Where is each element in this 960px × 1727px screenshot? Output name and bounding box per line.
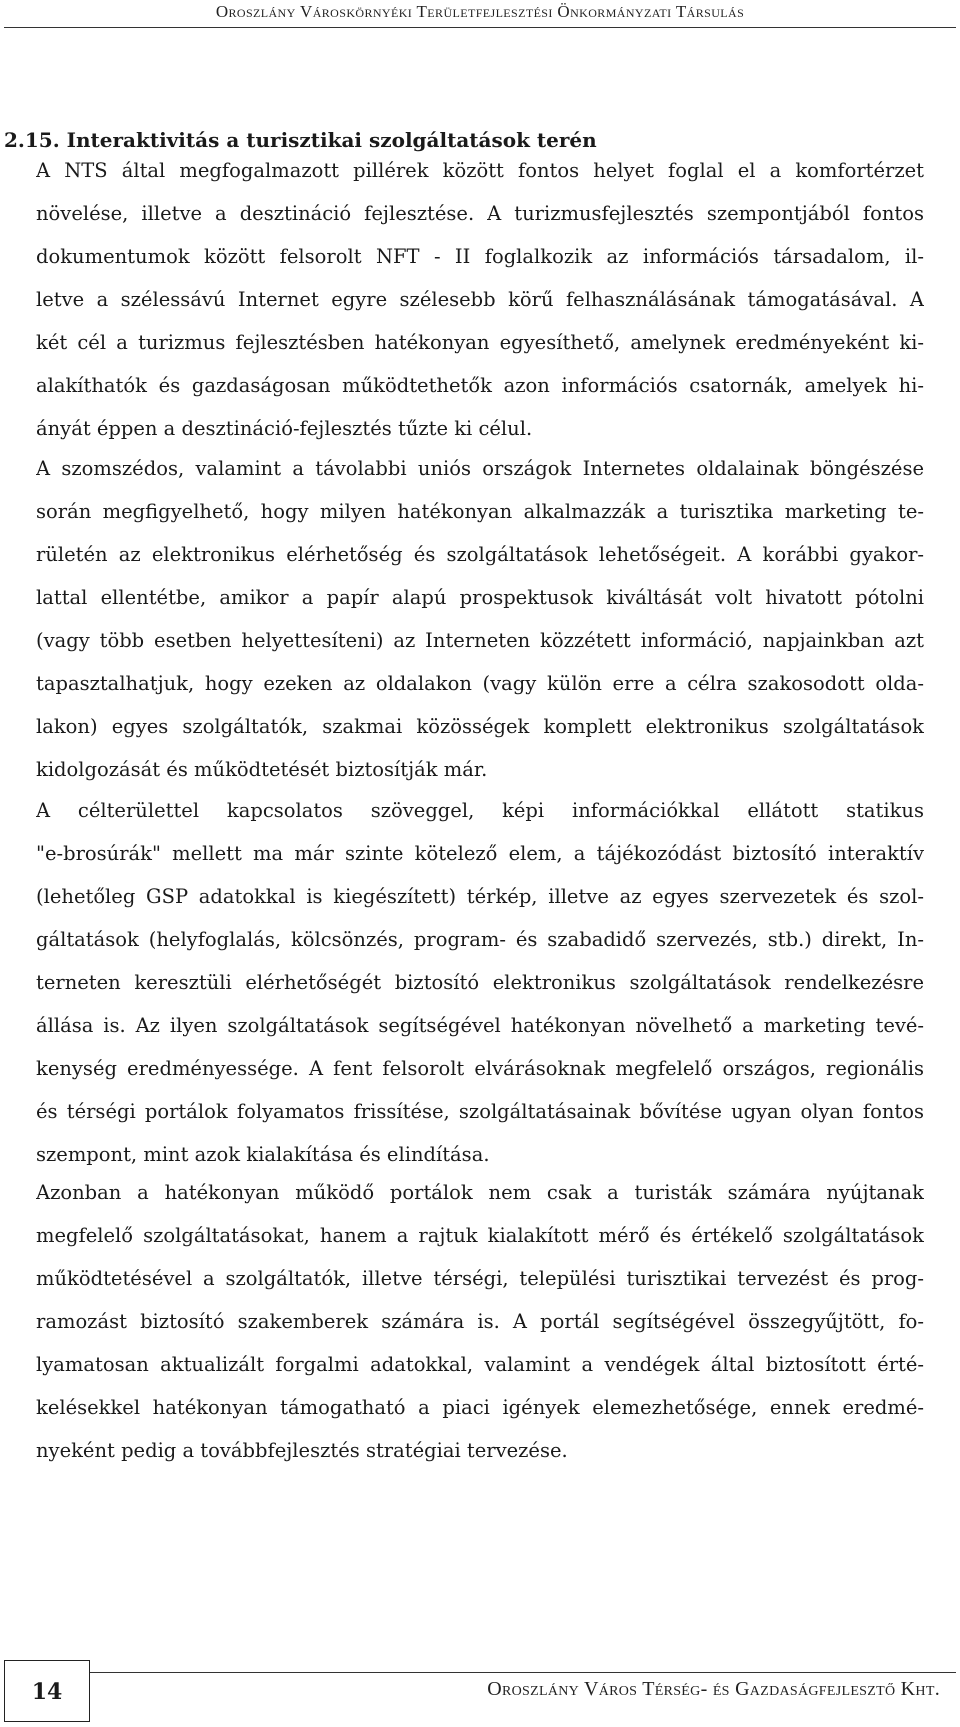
paragraph-line: ramozást biztosító szakemberek számára is. A portál segítségével összegyűjtött, fo- (36, 1310, 924, 1333)
section-title: 2.15. Interaktivitás a turisztikai szolgáltatások terén (4, 128, 597, 152)
paragraph-2 (36, 447, 924, 791)
paragraph-line: terneten keresztüli elérhetőségét biztosító elektronikus szolgáltatások rendelkezésre (36, 971, 924, 994)
paragraph-1 (36, 149, 924, 450)
page-number-box (4, 1660, 90, 1722)
header-divider (4, 27, 956, 28)
paragraph-line: (vagy több esetben helyettesíteni) az Interneten közzétett információ, napjainkban azt (36, 629, 924, 652)
paragraph-line: tapasztalhatjuk, hogy ezeken az oldalakon (vagy külön erre a célra szakosodott olda- (36, 672, 924, 695)
paragraph-line: két cél a turizmus fejlesztésben hatékonyan egyesíthető, amelynek eredményeként ki- (36, 331, 924, 354)
paragraph-line: gáltatások (helyfoglalás, kölcsönzés, program- és szabadidő szervezés, stb.) direkt, In- (36, 928, 924, 951)
paragraph-line: alakíthatók és gazdaságosan működtethetők azon információs csatornák, amelyek hi- (36, 374, 924, 397)
paragraph-line: szempont, mint azok kialakítása és elindítása. (36, 1143, 490, 1166)
footer-company: Oroszlány Város Térség- és Gazdaságfejlesztő Kht. (487, 1678, 940, 1700)
paragraph-line: Azonban a hatékonyan működő portálok nem csak a turisták számára nyújtanak (36, 1181, 924, 1204)
paragraph-line: kidolgozását és működtetését biztosítják már. (36, 758, 488, 781)
paragraph-line: A NTS által megfogalmazott pillérek között fontos helyet foglal el a komfortérzet (36, 159, 924, 182)
header-organization: Oroszlány Városkörnyéki Területfejlesztési Önkormányzati Társulás (215, 2, 745, 21)
paragraph-line: lyamatosan aktualizált forgalmi adatokkal, valamint a vendégek által biztosított érté- (36, 1353, 924, 1376)
paragraph-line: ányát éppen a desztináció-fejlesztés tűzte ki célul. (36, 417, 533, 440)
page-number: 14 (31, 1679, 63, 1705)
paragraph-line: állása is. Az ilyen szolgáltatások segítségével hatékonyan növelhető a marketing tevé- (36, 1014, 924, 1037)
paragraph-line: A szomszédos, valamint a távolabbi uniós országok Internetes oldalainak böngészése (36, 457, 924, 480)
paragraph-3 (36, 789, 924, 1176)
paragraph-line: nyeként pedig a továbbfejlesztés stratégiai tervezése. (36, 1439, 568, 1462)
paragraph-line: rületén az elektronikus elérhetőség és szolgáltatások lehetőségeit. A korábbi gyakor- (36, 543, 924, 566)
paragraph-line: kelésekkel hatékonyan támogatható a piaci igények elemezhetősége, ennek eredmé- (36, 1396, 924, 1419)
paragraph-line: kenység eredményessége. A fent felsorolt elvárásoknak megfelelő országos, regionális (36, 1057, 924, 1080)
paragraph-line: (lehetőleg GSP adatokkal is kiegészített) térkép, illetve az egyes szervezetek és szol- (36, 885, 924, 908)
paragraph-line: működtetésével a szolgáltatók, illetve térségi, települési turisztikai tervezést és prog- (36, 1267, 924, 1290)
paragraph-line: dokumentumok között felsorolt NFT - II foglalkozik az információs társadalom, il- (36, 245, 924, 268)
paragraph-line: "e-brosúrák" mellett ma már szinte kötelező elem, a tájékozódást biztosító interaktív (36, 842, 924, 865)
paragraph-line: A célterülettel kapcsolatos szöveggel, képi információkkal ellátott statikus (36, 799, 924, 822)
page-header (0, 0, 960, 40)
paragraph-4 (36, 1171, 924, 1472)
paragraph-line: lattal ellentétbe, amikor a papír alapú prospektusok kiváltását volt hivatott pótolni (36, 586, 924, 609)
paragraph-line: letve a szélessávú Internet egyre szélesebb körű felhasználásának támogatásával. A (36, 288, 924, 311)
paragraph-line: lakon) egyes szolgáltatók, szakmai közösségek komplett elektronikus szolgáltatások (36, 715, 924, 738)
paragraph-line: és térségi portálok folyamatos frissítése, szolgáltatásainak bővítése ugyan olyan fontos (36, 1100, 924, 1123)
footer-divider (4, 1672, 956, 1673)
paragraph-line: növelése, illetve a desztináció fejlesztése. A turizmusfejlesztés szempontjából fontos (36, 202, 924, 225)
paragraph-line: során megfigyelhető, hogy milyen hatékonyan alkalmazzák a turisztika marketing te- (36, 500, 924, 523)
paragraph-line: megfelelő szolgáltatásokat, hanem a rajtuk kialakított mérő és értékelő szolgáltatások (36, 1224, 924, 1247)
